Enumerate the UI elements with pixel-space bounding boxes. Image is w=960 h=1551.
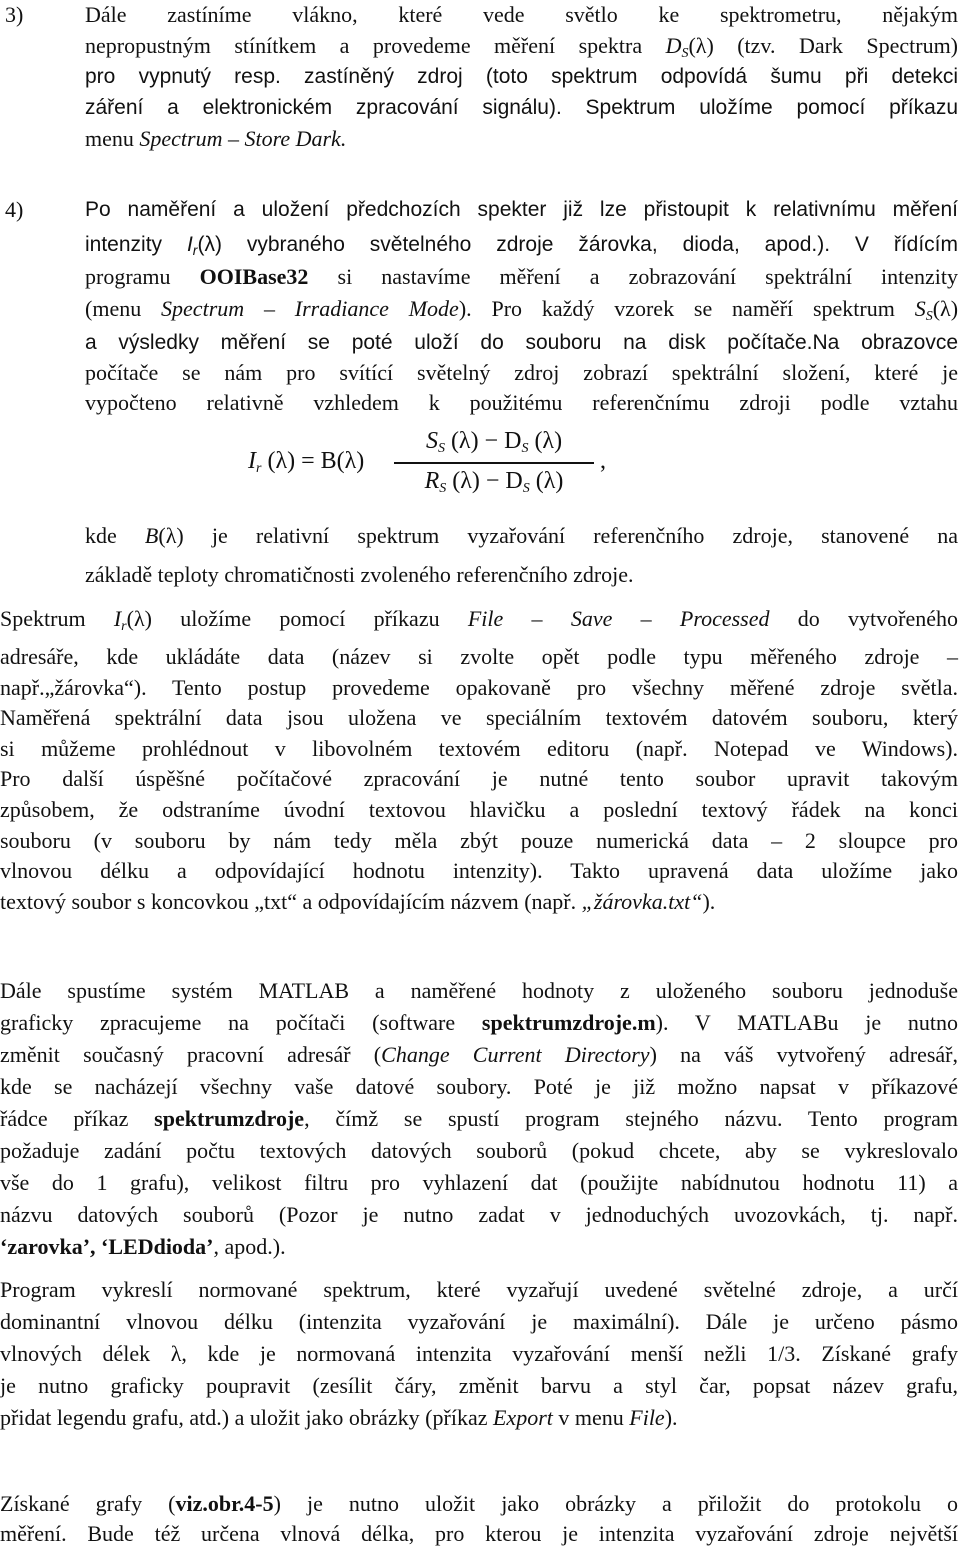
matlab-para-line-8: názvu datových souborů (Pozor je nutno zadat v jednoduchých uvozovkách, tj. např. [0,1202,958,1227]
save-para-line-1: Spektrum $I_r(\lambda)$ uložíme pomocí příkazu File – Save – Processed do vytvořeného [0,606,959,634]
save-para-line-4: Naměřená spektrální data jsou uložena ve speciálním textovém datovém souboru, který [0,705,958,730]
item-4-number: 4) [5,197,24,222]
script-filename: spektrumzdroje.m [481,1010,656,1035]
matlab-para-line-5: řádce příkaz spektrumzdroje, čímž se spustí program stejného názvu. Tento program [0,1106,959,1131]
formula-denominator: $R_S$ $(\lambda) - D_S$ (λ) [424,468,564,496]
item-4-line-3: programu OOIBase32 si nastavíme měření a zobrazování spektrální intenzity [85,264,958,289]
program-para-line-2: dominantní vlnovou délku (intenzita vyzařování je maximální). Dále je určeno pásmo [0,1309,958,1334]
formula-numerator: $S_S$ $(\lambda) - D_S$ (λ) [425,428,563,456]
matlab-para-line-4: kde se nacházejí všechny vaše datové soubory. Poté je již možno napsat v příkazové [0,1074,958,1099]
program-para-line-4: je nutno graficky poupravit (zesílit čáry, změnit barvu a styl čar, popsat název grafu, [0,1373,958,1398]
save-para-line-6: Pro další úspěšné počítačové zpracování je nutné tento soubor upravit takovým [0,766,958,791]
program-para-line-1: Program vykreslí normované spektrum, které vyzařují uvedené světelné zdroje, a určí [0,1277,958,1302]
item-4-line-5: a výsledky měření se poté uloží do souboru na disk počítače.Na obrazovce [85,331,958,354]
after-formula-line-1: kde B(λ) je relativní spektrum vyzařování referenčního zdroje, stanovené na [85,523,959,548]
program-name: OOIBase32 [199,264,309,289]
figure-reference: viz.obr.4-5 [175,1491,274,1516]
save-para-line-3: např.„žárovka“). Tento postup provedeme opakovaně pro všechny měřené zdroje světla. [0,675,958,700]
matlab-para-line-6: požaduje zadání počtu textových datových souborů (pokud chcete, aby se vykreslovalo [0,1138,958,1163]
matlab-para-line-2: graficky zpracujeme na počítači (software spektrumzdroje.m). V MATLABu je nutno [0,1010,959,1035]
save-para-line-9: vlnovou délku a odpovídající hodnotu intenzity). Takto upravená data uložíme jako [0,858,958,883]
item-4-line-7: vypočteno relativně vzhledem k použitému referenčnímu zdroji podle vztahu [85,390,958,415]
save-para-line-10: textový soubor s koncovkou „txt“ a odpovídajícím názvem (např. „žárovka.txt“). [0,889,716,914]
matlab-para-line-1: Dále spustíme systém MATLAB a naměřené hodnoty z uloženého souboru jednoduše [0,978,958,1003]
final-para-line-1: Získané grafy (viz.obr.4-5) je nutno uložit jako obrázky a přiložit do protokolu o [0,1491,958,1516]
formula-lhs: $I_r$ (λ) = B(λ) [248,448,365,476]
matlab-para-line-3: změnit současný pracovní adresář (Change Current Directory) na váš vytvořený adresář, [0,1042,958,1067]
item-3-line-2: nepropustným stínítkem a provedeme měření spektra $D_S(\lambda)$ (tzv. Dark Spectrum) [85,33,959,61]
item-4-line-4: (menu Spectrum – Irradiance Mode). Pro každý vzorek se naměří spektrum $S_S(\lambda)$ [85,296,959,324]
fraction-bar [394,462,594,464]
matlab-para-line-9: ‘zarovka’, ‘LEDdioda’, apod.). [0,1234,286,1259]
formula-comma: , [600,448,606,474]
save-para-line-2: adresáře, kde ukládáte data (název si zvolte opět podle typu měřeného zdroje – [0,644,958,669]
item-3-line-5: menu Spectrum – Store Dark. [85,126,347,151]
program-para-line-3: vlnových délek λ, kde je normovaná intenzita vyzařování menší nežli 1/3. Získané grafy [0,1341,958,1366]
item-3-number: 3) [5,2,24,27]
item-4-line-1: Po naměření a uložení předchozích spekter již lze přistoupit k relativnímu měření [85,198,958,221]
item-3-line-1: Dále zastíníme vlákno, které vede světlo ke spektrometru, nějakým [85,2,958,27]
menu-path-file-save: File – Save – Processed [467,606,770,631]
save-para-line-7: způsobem, že odstraníme úvodní textovou hlavičku a poslední textový řádek na konci [0,797,958,822]
item-3-line-4: záření a elektronickém zpracování signálu). Spektrum uložíme pomocí příkazu [85,96,958,119]
item-4-line-2: intenzity $I_r(\lambda)$ vybraného světelného zdroje žárovka, dioda, apod.). V řídícím [85,233,958,258]
save-para-line-8: souboru (v souboru by nám tedy měla zbýt pouze numerická data – 2 sloupce pro [0,828,958,853]
irradiance-formula [248,428,608,500]
matlab-para-line-7: vše do 1 grafu), velikost filtru pro vyhlazení dat (použijte nabídnutou hodnotu 11) a [0,1170,958,1195]
final-para-line-2: měření. Bude též určena vlnová délka, pro kterou je intenzita vyzařování zdroje největší [0,1521,958,1546]
matlab-command: spektrumzdroje [154,1106,305,1131]
save-para-line-5: si můžeme prohlédnout v libovolném textovém editoru (např. Notepad ve Windows). [0,736,958,761]
menu-path-store-dark: Spectrum – Store Dark. [139,126,347,151]
program-para-line-5: přidat legendu grafu, atd.) a uložit jako obrázky (příkaz Export v menu File). [0,1405,678,1430]
item-3-line-3: pro vypnutý resp. zastíněný zdroj (toto spektrum odpovídá šumu při detekci [85,65,958,88]
item-4-line-6: počítače se nám pro svítící světelný zdroj zobrazí spektrální složení, které je [85,360,958,385]
after-formula-line-2: základě teploty chromatičnosti zvoleného referenčního zdroje. [85,562,634,587]
